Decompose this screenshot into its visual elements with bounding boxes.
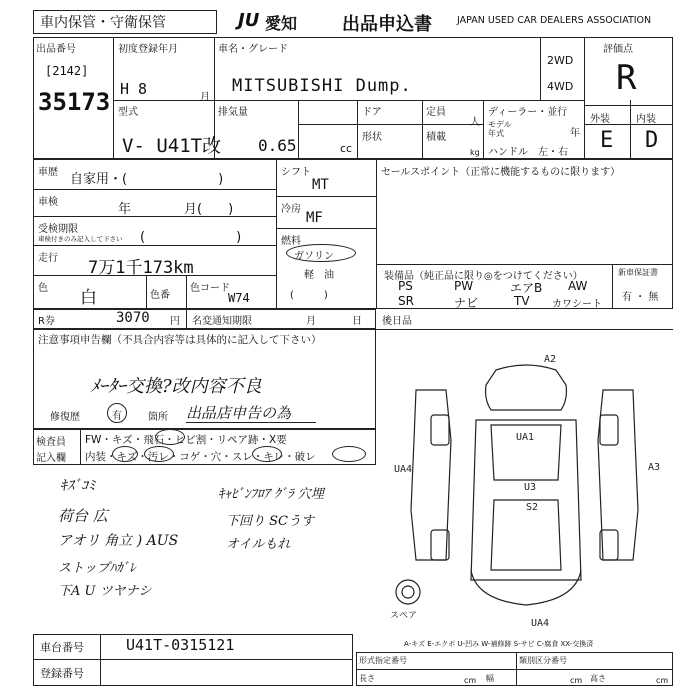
diagram-mark-s2: S2 bbox=[526, 502, 539, 513]
sales-label: セールスポイント（正常に機能するものに限ります） bbox=[381, 167, 621, 178]
check-label-2: 記入欄 bbox=[36, 453, 66, 464]
inspection-month: 月( ) bbox=[184, 202, 234, 217]
registration-label: 登録番号 bbox=[40, 667, 84, 680]
diagram-wheel-fl bbox=[431, 415, 449, 445]
shift-label: シフト bbox=[281, 167, 311, 178]
length-unit: cm bbox=[464, 676, 477, 685]
equip-aw: AW bbox=[568, 279, 588, 293]
load-unit: kg bbox=[470, 148, 480, 157]
equip-pw: PW bbox=[454, 279, 474, 293]
model-year-unit: 年 bbox=[570, 128, 580, 139]
fuel-other: ( ) bbox=[290, 290, 328, 301]
note-right-3: オイルもれ bbox=[226, 537, 291, 552]
diagram-mark-u3: U3 bbox=[524, 482, 537, 493]
inspection-year: 年 bbox=[118, 202, 132, 217]
org-name: 愛知 bbox=[265, 14, 298, 33]
door-label: ドア bbox=[362, 107, 382, 118]
receipt-value: ( ) bbox=[140, 230, 242, 245]
mileage-label: 走行 bbox=[38, 253, 58, 264]
note-left-3: アオリ 角立 ) AUS bbox=[58, 533, 179, 549]
check-label-1: 検査員 bbox=[36, 437, 66, 448]
mileage-value: 7万1千173km bbox=[88, 258, 194, 278]
evaluation-score: R bbox=[616, 58, 637, 98]
remarks-text: ﾒｰﾀｰ交換?改内容不良 bbox=[90, 376, 262, 397]
notice-label: 名変通知期限 bbox=[192, 316, 252, 327]
ju-logo: JU bbox=[238, 10, 260, 31]
capacity-label: 定員 bbox=[426, 107, 446, 118]
fuel-diesel: 軽 油 bbox=[304, 270, 334, 281]
diagram-mark-ua4-left: UA4 bbox=[394, 464, 413, 475]
note-left-2: 荷台 広 bbox=[58, 507, 108, 525]
model-label: 型式 bbox=[118, 107, 138, 118]
shift-value: MT bbox=[312, 177, 329, 193]
lot-number: 35173 bbox=[38, 88, 111, 116]
fuel-gasoline: ガソリン bbox=[294, 251, 334, 262]
check-line-1: FW・キズ・飛石・ヒビ割・リペア跡・X要 bbox=[85, 434, 287, 446]
later-label: 後日品 bbox=[382, 316, 412, 327]
history-label: 車歴 bbox=[38, 167, 58, 178]
diagram-mark-a3: A3 bbox=[648, 462, 661, 473]
interior-grade: D bbox=[645, 128, 659, 153]
drive-2wd: 2WD bbox=[547, 54, 574, 67]
displacement-value: 0.65 bbox=[258, 136, 297, 155]
diagram-mark-ua4-bottom: UA4 bbox=[531, 618, 550, 629]
type-no-label: 形式指定番号 bbox=[359, 656, 407, 665]
cooling-value: MF bbox=[306, 210, 323, 226]
color-label: 色 bbox=[38, 283, 48, 294]
exterior-grade: E bbox=[600, 128, 614, 153]
interior-label: 内装 bbox=[636, 114, 656, 125]
equip-airbag: エアB bbox=[510, 281, 543, 295]
recycle-value: 3070 bbox=[116, 310, 150, 326]
height-label: 高さ bbox=[590, 674, 606, 683]
first-reg-value: H 8 bbox=[120, 80, 148, 98]
diagram-front-hood bbox=[486, 365, 567, 410]
diagram-spare-hub bbox=[402, 586, 414, 598]
form-subtitle: JAPAN USED CAR DEALERS ASSOCIATION bbox=[457, 15, 652, 26]
notice-day: 日 bbox=[352, 316, 362, 327]
handle-label: ハンドル 左・右 bbox=[488, 147, 568, 158]
cooling-label: 冷房 bbox=[281, 204, 301, 215]
width-unit: cm bbox=[570, 676, 583, 685]
diagram-legend: A-キズ E-エクボ U-凹み W-補修跡 S-サビ C-腐食 XX-交換済 bbox=[404, 640, 594, 648]
length-label: 長さ bbox=[359, 674, 375, 683]
warranty-value: 有 ・ 無 bbox=[622, 292, 659, 303]
drive-4wd: 4WD bbox=[547, 80, 574, 93]
displacement-label: 排気量 bbox=[218, 107, 248, 118]
capacity-unit: 人 bbox=[470, 117, 480, 128]
check-line-2: 内装・キズ・汚レ・コゲ・穴・スレ・キレ・破レ bbox=[85, 451, 316, 463]
car-damage-diagram bbox=[376, 330, 673, 638]
notice-month: 月 bbox=[306, 316, 316, 327]
form-title: 出品申込書 bbox=[342, 14, 432, 35]
diagram-rear bbox=[471, 570, 581, 605]
equip-ps: PS bbox=[398, 279, 413, 293]
lot-code: [2142] bbox=[45, 64, 89, 78]
history-value: 自家用・( ) bbox=[70, 172, 224, 187]
equip-navi: ナビ bbox=[454, 296, 479, 310]
dealer-label: ディーラー・並行 bbox=[488, 107, 568, 118]
chassis-value: U41T-0315121 bbox=[126, 636, 235, 654]
exterior-label: 外装 bbox=[590, 114, 610, 125]
color-value: 白 bbox=[80, 288, 97, 308]
lot-label: 出品番号 bbox=[36, 44, 76, 55]
receipt-note: 車検付きのみ記入して下さい bbox=[38, 235, 123, 243]
recycle-label: R券 bbox=[38, 316, 55, 327]
note-right-2: 下回り SCうす bbox=[226, 514, 314, 529]
repair-label: 修復歴 bbox=[50, 412, 80, 423]
first-reg-label: 初度登録年月 bbox=[118, 44, 178, 55]
class-no-label: 類別区分番号 bbox=[519, 656, 567, 665]
model-year-label: モデル 年式 bbox=[488, 120, 512, 138]
equipment-title: 装備品（純正品に限り◎をつけてください） bbox=[384, 271, 583, 282]
width-label: 幅 bbox=[486, 674, 494, 683]
receipt-label: 受検期限 bbox=[38, 224, 78, 235]
note-left-4: ストップﾊｶﾞﾚ bbox=[58, 561, 136, 576]
note-left-5: 下A U ツヤナシ bbox=[58, 584, 152, 599]
chassis-label: 車台番号 bbox=[40, 641, 84, 654]
displacement-unit: cc bbox=[340, 142, 353, 155]
equip-sr: SR bbox=[398, 294, 414, 308]
color-code-label: 色コード bbox=[190, 283, 230, 294]
first-reg-month: 月 bbox=[200, 92, 210, 103]
color-code: W74 bbox=[228, 291, 250, 305]
name-label: 車名・グレード bbox=[218, 44, 288, 55]
repair-has: 有 bbox=[112, 411, 122, 422]
repair-note: 出品店申告の為 bbox=[186, 404, 292, 422]
fuel-label: 燃料 bbox=[281, 236, 301, 247]
height-unit: cm bbox=[656, 676, 669, 685]
recycle-unit: 円 bbox=[170, 316, 180, 327]
model-value: V- U41T改 bbox=[122, 135, 222, 157]
name-value: MITSUBISHI Dump. bbox=[232, 76, 412, 96]
storage-label: 車内保管・守衛保管 bbox=[40, 15, 166, 31]
paint-label: 色番 bbox=[150, 290, 170, 301]
equip-seat: カワシート bbox=[552, 299, 602, 310]
diagram-mark-ua1: UA1 bbox=[516, 432, 535, 443]
load-label: 積載 bbox=[426, 132, 446, 143]
repair-place: 箇所 bbox=[148, 412, 168, 423]
diagram-mark-a2: A2 bbox=[544, 354, 557, 365]
remarks-label: 注意事項申告欄（不具合内容等は具体的に記入して下さい） bbox=[38, 334, 322, 346]
note-left-1: ｷｽﾞｺﾐ bbox=[60, 478, 95, 494]
warranty-label: 新車保証書 bbox=[618, 268, 658, 277]
evaluation-label: 評価点 bbox=[603, 44, 633, 55]
diagram-spare-label: スペア bbox=[390, 611, 418, 621]
note-right-1: ｷｬﾋﾞﾝﾌﾛｱ ｸﾞﾗ 穴埋 bbox=[218, 487, 324, 502]
diagram-spare-tire bbox=[396, 580, 420, 604]
inspection-label: 車検 bbox=[38, 197, 58, 208]
shape-label: 形状 bbox=[362, 132, 382, 143]
diagram-wheel-fr bbox=[600, 415, 618, 445]
equip-tv: TV bbox=[514, 294, 530, 308]
